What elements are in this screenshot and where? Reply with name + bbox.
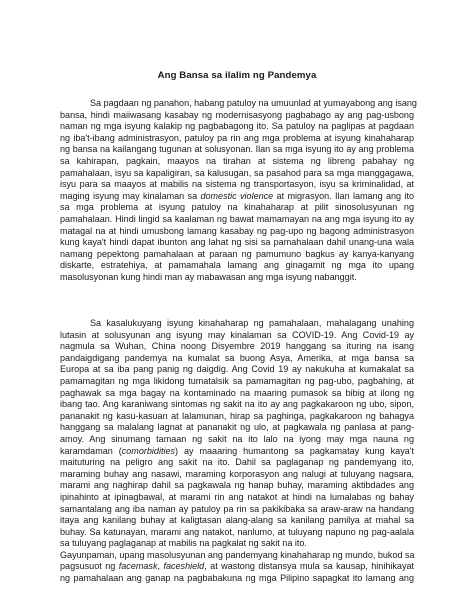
paragraph-line: sa mga problema at isyung patuloy na kinahaharap at pilit sinosolusyunan ng [60,202,414,213]
paragraph-line: paghawak sa mga bagay na kontaminado na maaring pumasok sa bibig at ilong ng [60,387,414,398]
paragraph-line: namang pepektong pamahalaan at paraan ng pamumuno bagkus ay kanya-kanyang [60,248,414,259]
paragraph-line: Gayunpaman, upang masolusyunan ang pandemyang kinahaharap ng mundo, bukod sa [60,549,415,560]
paragraph-1 [60,98,417,284]
paragraph-line: lutasin at solusyunan ang isyung may kinalaman sa COVID-19. Ang Covid-19 ay [60,329,414,340]
paragraph-line: itaya ang kanilang buhay at kaligtasan alang-alang sa kanilang pamilya at mahal sa [60,515,414,526]
paragraph-line: maraming buhay ang nasawi, maraming korporasyon ang nalugi at tuluyang nagsara, [60,468,414,479]
paragraph-line: isyu para sa maayos at mabilis na sistema ng transportasyon, isyu sa kriminalidad, at [60,179,414,190]
paragraph-line: ng pamahalaan ang ganap na pagbabakuna ng mga Pilipino sapagkat ito lamang ang [60,573,414,584]
paragraph-line: kung kaya't hindi dapat ibunton ang lahat ng sisi sa pamahalaan dahil unang-una wala [60,237,414,248]
paragraph-line: pamahalaan, isyu sa kapaligiran, sa kalusugan, sa pasahod para sa mga manggagawa, [60,167,414,178]
paragraph-line: ibang tao. Ang karaniwang sintomas ng sakit na ito ay ang pagkakaroon ng ubo, sipon, [60,399,414,410]
document-title: Ang Bansa sa ilalim ng Pandemya [157,70,317,81]
paragraph-line: Europa at sa iba pang panig ng daigdig. Ang Covid 19 ay nakukuha at kumakalat sa [60,364,414,375]
paragraph-line: matagal na at hindi umusbong lamang kasabay ng pag-upo ng bagong administrasyon [60,225,414,236]
paragraph-line: maging isyung may kinalaman sa domestic violence at migrasyon. Ilan lamang ang ito [60,190,414,201]
paragraph-line: pandaigdigang pandemya na kumalat sa buong Asya, Amerika, at mga bansa sa [60,352,414,363]
paragraph-line: diskarte, estratehiya, at pamamahala lamang ang ginagamit ng mga ito upang [60,260,414,271]
paragraph-line: samantalang ang iba naman ay patuloy pa rin sa pakikibaka sa araw-araw na handang [60,503,414,514]
paragraph-line: Sa pagdaan ng panahon, habang patuloy na umuunlad at yumayabong ang isang [90,98,417,108]
paragraph-line: pamamagitan ng mga likidong tumatalsik sa pamamagitan ng pag-ubo, pagbahing, at [60,375,414,386]
paragraph-line: marami ang naghirap dahil sa pagkawala ng hanap buhay, maraming aktibdades ang [60,480,414,491]
paragraph-line: sa tuluyang paglaganap at mabilis na pagkalat ng sakit na ito. [60,538,307,549]
paragraph-line: naman ng mga isyung kalakip ng pagbabagong ito. Sa patuloy na paglipas at pagdaan [60,121,414,132]
paragraph-line: buhay. Sa katunayan, marami ang natakot, nanlumo, at tuluyang napuno ng pag-aalala [60,526,414,537]
paragraph-line: sa kahirapan, pagkain, maayos na tirahan at sistema ng libreng pabahay ng [60,155,414,166]
paragraph-line: masolusyonan kung hindi man ay mabawasan ang mga isyung nabanggit. [60,271,357,282]
paragraph-line: maituturing na peligro ang sakit na ito. Dahil sa paglaganap ng pandemyang ito, [60,457,414,468]
paragraph-line: hanggang sa malalang lagnat at pananakit ng ulo, at pagkawala ng panlasa at pang- [60,422,414,433]
paragraph-line: ng bansa na kailangang tugunan at solusyonan. Ilan sa mga isyung ito ay ang problema [60,144,414,155]
paragraph-line: bansa, hindi maiiwasang kasabay ng modernisasyong pagbabago ay ang pag-usbong [60,109,414,120]
paragraph-line: ng iba't-ibang administrasyon, patuloy pa rin ang mga problema at isyung kinahaharap [60,132,414,143]
paragraph-line: Sa kasalukuyang isyung kinahaharap ng pamahalaan, mahalagang unahing [90,318,414,328]
paragraph-line: nagmula sa Wuhan, China noong Disyembre 2019 hanggang sa ituring na isang [60,341,414,352]
paragraph-line: pamahalaan. Hindi lingid sa kaalaman ng bawat mamamayan na ang mga isyung ito ay [60,213,414,224]
paragraph-line: pananakit ng kasu-kasuan at lalamunan, hirap sa paghinga, pagkakaroon ng bahagya [60,410,414,421]
paragraph-line: pagsusuot ng facemask, faceshield, at wastong distansya mula sa kausap, hinihikayat [60,561,415,572]
paragraph-line: ipinahinto at ipinagbawal, at marami rin ang natakot at hindi na lumalabas ng bahay [60,491,414,502]
paragraph-2 [60,318,414,585]
paragraph-line: amoy. Ang sinumang tamaan ng sakit na ito lalo na iyong may mga nauna ng [60,433,414,444]
paragraph-line: karamdaman (comorbidities) ay maaaring humantong sa pagkamatay kung kaya't [60,445,414,456]
